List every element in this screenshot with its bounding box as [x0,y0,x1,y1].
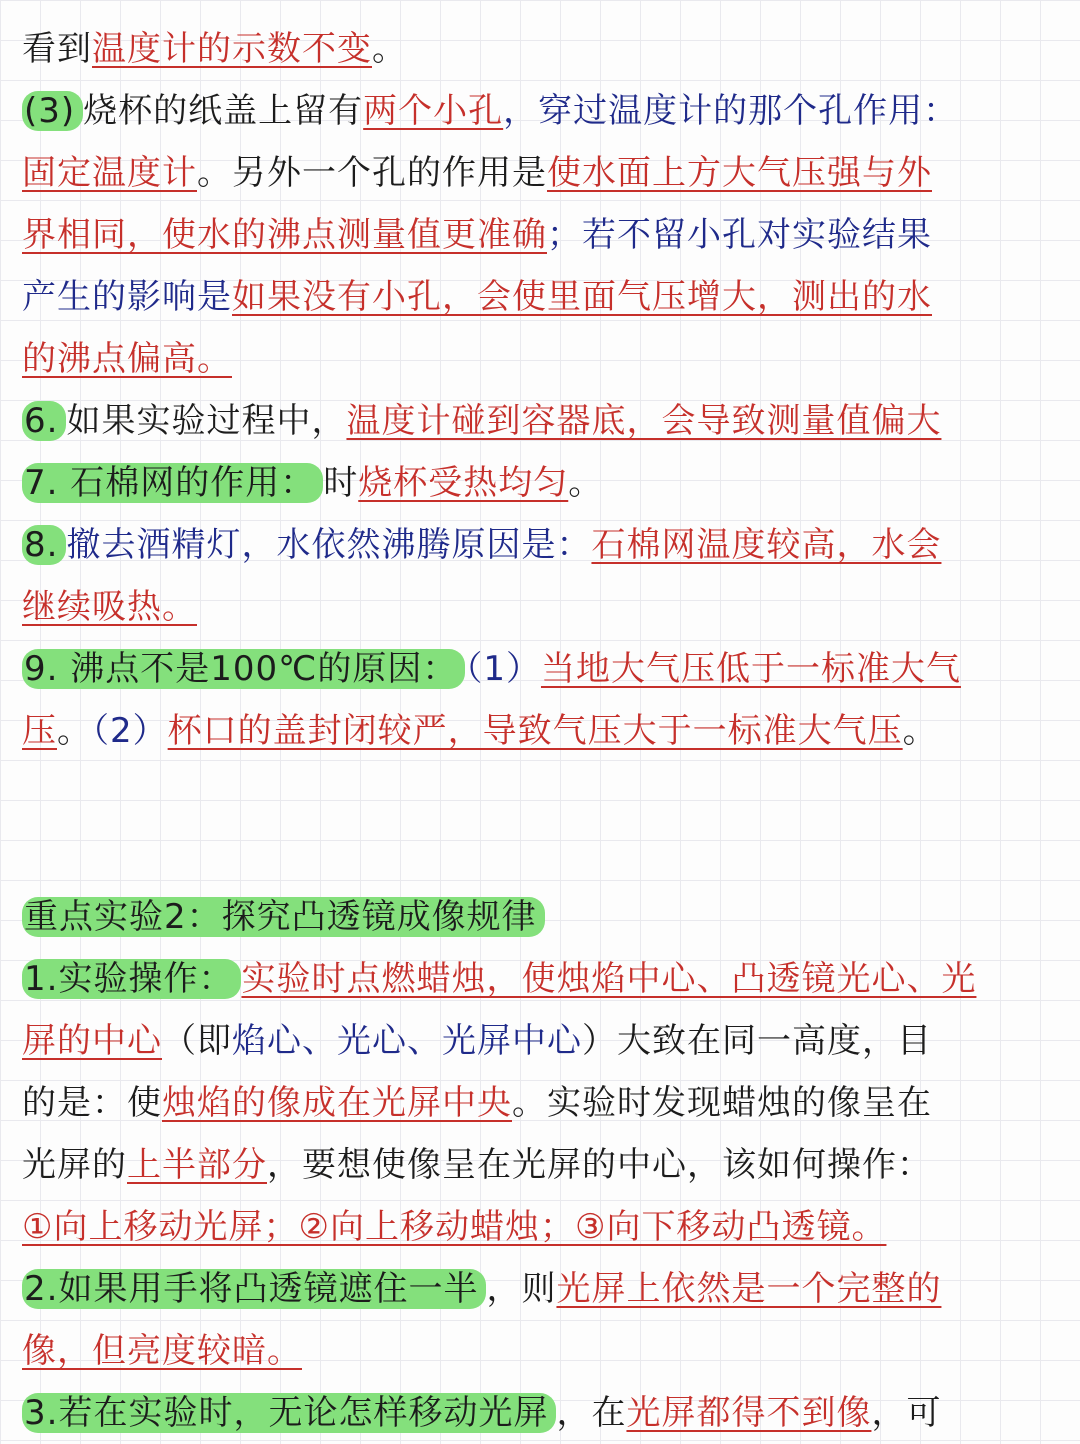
answer-underlined-text: ①向上移动光屏；②向上移动蜡烛；③向下移动凸透镜。 [22,1207,887,1247]
note-line [22,204,1062,266]
answer-underlined-text: 光屏都得不到像 [626,1393,872,1433]
answer-underlined-text: 屏的中心 [22,1021,162,1061]
answer-underlined-text: 烛焰的像成在光屏中央 [162,1083,512,1123]
answer-underlined-text: 像，但亮度较暗。 [22,1331,302,1371]
highlighted-heading: 2.如果用手将凸透镜遮住一半 [22,1269,486,1309]
note-text: ，要想使像呈在光屏的中心，该如何操作： [267,1145,932,1185]
question-text: ，穿过温度计的那个孔作用： [503,91,959,131]
highlighted-heading: 8. [22,525,66,565]
note-line [22,576,1062,638]
note-line [22,142,1062,204]
note-line [22,1258,1062,1320]
answer-underlined-text: 压 [22,711,57,751]
note-text: 如果实验过程中， [66,401,347,441]
note-text: 的是：使 [22,1083,162,1123]
note-line [22,1196,1062,1258]
note-text: 。 [57,711,92,751]
question-text: 撤去酒精灯，水依然沸腾原因是： [66,525,592,565]
question-text: 产生的影响是 [22,277,232,317]
question-text: 焰心、光心、光屏中心 [232,1021,582,1061]
answer-underlined-text: 界相同，使水的沸点测量值更准确 [22,215,547,255]
answer-underlined-text: 石棉网温度较高，水会 [591,525,942,565]
question-text: ；若不留小孔对实验结果 [547,215,932,255]
answer-underlined-text: 如果没有小孔，会使里面气压增大，测出的水 [232,277,932,317]
answer-underlined-text: 两个小孔 [363,91,504,131]
note-line [22,266,1062,328]
highlighted-heading: 9. 沸点不是100℃的原因： [22,649,465,689]
note-line [22,452,1062,514]
note-line [22,886,1062,948]
note-line [22,700,1062,762]
note-text: ，在 [556,1393,627,1433]
answer-underlined-text: 使水面上方大气压强与外 [547,153,932,193]
note-line [22,1134,1062,1196]
note-text: 。另外一个孔的作用是 [197,153,547,193]
note-text: 看到 [22,29,92,69]
answer-underlined-text: 的沸点偏高。 [22,339,232,379]
highlighted-heading: 1.实验操作： [22,959,241,999]
note-text: 时 [323,463,359,503]
note-text: 。 [902,711,938,751]
note-text: ，可 [871,1393,942,1433]
answer-underlined-text: 烧杯受热均匀 [358,463,569,503]
note-line [22,514,1062,576]
answer-underlined-text: 当地大气压低于一标准大气 [540,649,961,689]
answer-underlined-text: 温度计的示数不变 [92,29,372,69]
note-text: 。 [568,463,604,503]
answer-underlined-text: 实验时点燃蜡烛，使烛焰中心、凸透镜光心、光 [241,959,977,999]
answer-underlined-text: 杯口的盖封闭较严，导致气压大于一标准大气压 [167,711,903,751]
highlighted-heading: 7. 石棉网的作用： [22,463,323,503]
note-text: 。实验时发现蜡烛的像呈在 [512,1083,932,1123]
note-line [22,18,1062,80]
note-text: 。 [372,29,407,69]
notes-page [22,18,1062,1444]
highlighted-heading: (3) [22,91,83,131]
note-text: ，则 [486,1269,557,1309]
answer-underlined-text: 上半部分 [127,1145,267,1185]
highlighted-heading: 重点实验2：探究凸透镜成像规律 [22,897,545,937]
note-text: ）大致在同一高度，目 [582,1021,932,1061]
note-line [22,1320,1062,1382]
question-text: （2） [92,711,168,751]
note-line [22,638,1062,700]
question-text: （1） [465,649,541,689]
note-line [22,390,1062,452]
note-line [22,948,1062,1010]
blank-spacer [22,762,1062,886]
answer-underlined-text: 固定温度计 [22,153,197,193]
note-line [22,80,1062,142]
note-line [22,1010,1062,1072]
note-line [22,1382,1062,1444]
answer-underlined-text: 光屏上依然是一个完整的 [556,1269,942,1309]
note-line [22,328,1062,390]
note-text: （即 [162,1021,232,1061]
answer-underlined-text: 继续吸热。 [22,587,197,627]
note-line [22,1072,1062,1134]
answer-underlined-text: 温度计碰到容器底，会导致测量值偏大 [346,401,942,441]
highlighted-heading: 3.若在实验时，无论怎样移动光屏 [22,1393,556,1433]
note-text: 烧杯的纸盖上留有 [83,91,364,131]
note-text: 光屏的 [22,1145,127,1185]
highlighted-heading: 6. [22,401,66,441]
